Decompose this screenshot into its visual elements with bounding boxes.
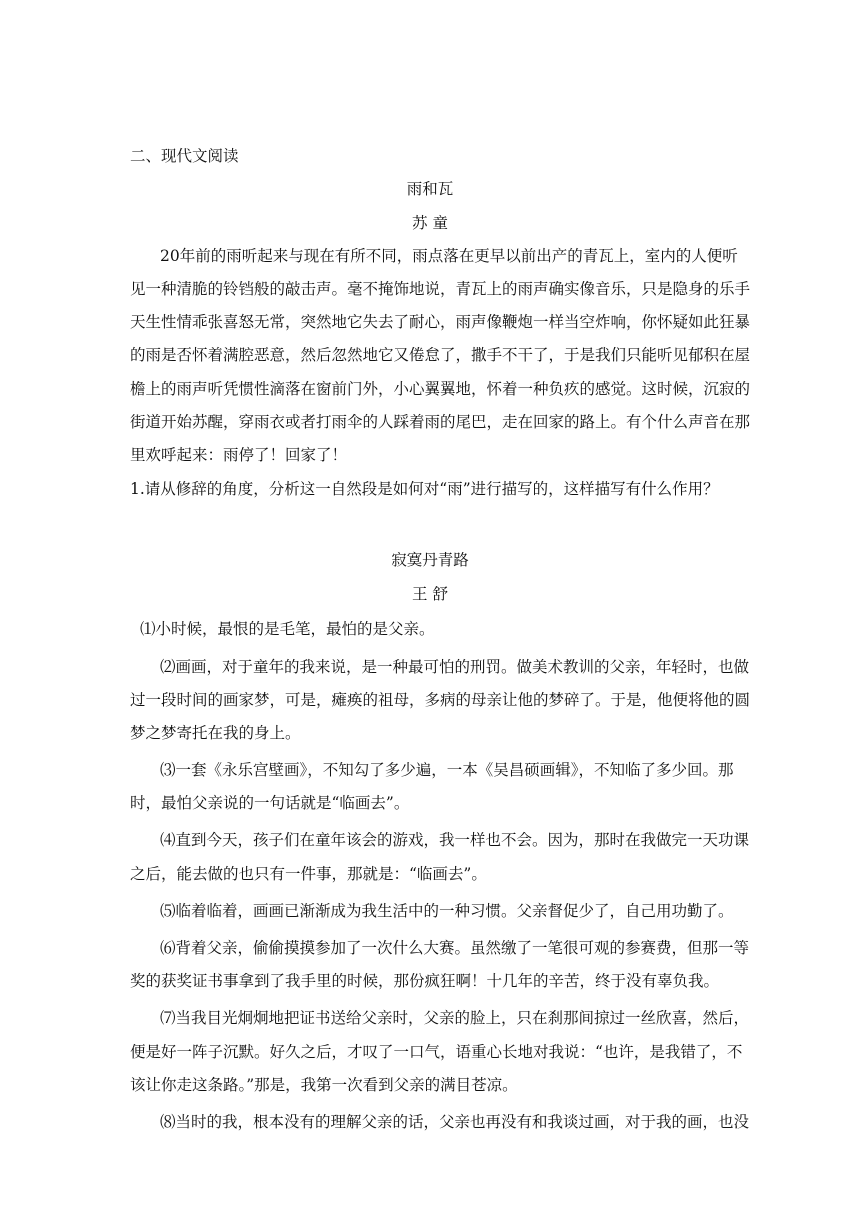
paragraph-7-line: ⑺当我目光炯炯地把证书送给父亲时，父亲的脸上，只在刹那间掠过一丝欣喜，然后， — [160, 1009, 750, 1027]
passage1-line: 的雨是否怀着满腔恶意，然后忽然地它又倦怠了，撒手不干了，于是我们只能听见郁积在屋 — [130, 346, 751, 364]
paragraph-2-line: 梦之梦寄托在我的身上。 — [130, 724, 301, 742]
passage1-line: 见一种清脆的铃铛般的敲击声。毫不掩饰地说，青瓦上的雨声确实像音乐，只是隐身的乐手 — [130, 280, 751, 298]
paragraph-5: ⑸临着临着，画画已渐渐成为我生活中的一种习惯。父亲督促少了，自己用功勤了。 — [160, 902, 734, 920]
paragraph-7-line: 便是好一阵子沉默。好久之后，才叹了一口气，语重心长地对我说：“也许，是我错了，不 — [130, 1043, 743, 1061]
paragraph-2-line: 过一段时间的画家梦，可是，瘫痪的祖母，多病的母亲让他的梦碎了。于是，他便将他的圆 — [130, 691, 751, 709]
paragraph-4-line: ⑷直到今天，孩子们在童年该会的游戏，我一样也不会。因为，那时在我做完一天功课 — [160, 831, 750, 849]
passage1-line: 檐上的雨声听凭惯性滴落在窗前门外，小心翼翼地，怀着一种负疚的感觉。这时候，沉寂的 — [130, 380, 751, 398]
passage1-line: 里欢呼起来：雨停了！回家了！ — [130, 446, 348, 464]
paragraph-7-line: 该让你走这条路。”那是，我第一次看到父亲的满目苍凉。 — [130, 1076, 518, 1094]
passage2-author: 王 舒 — [412, 585, 448, 603]
section-heading: 二、现代文阅读 — [130, 147, 239, 165]
passage1-author: 苏 童 — [412, 214, 448, 232]
question-1: 1.请从修辞的角度，分析这一自然段是如何对“雨”进行描写的，这样描写有什么作用？ — [130, 480, 719, 498]
paragraph-1: ⑴小时候，最恨的是毛笔，最怕的是父亲。 — [140, 620, 435, 638]
passage1-line: 街道开始苏醒，穿雨衣或者打雨伞的人踩着雨的尾巴，走在回家的路上。有个什么声音在那 — [130, 413, 751, 431]
passage1-line: 20年前的雨听起来与现在有所不同，雨点落在更早以前出产的青瓦上，室内的人便听 — [160, 247, 738, 265]
passage1-title: 雨和瓦 — [406, 180, 454, 198]
paragraph-6-line: 奖的获奖证书事拿到了我手里的时候，那份疯狂啊！十几年的辛苦，终于没有辜负我。 — [130, 972, 720, 990]
passage1-line: 天生性情乖张喜怒无常，突然地它失去了耐心，雨声像鞭炮一样当空炸响，你怀疑如此狂暴 — [130, 313, 751, 331]
paragraph-4-line: 之后，能去做的也只有一件事，那就是：“临画去”。 — [130, 865, 487, 883]
passage2-title: 寂寞丹青路 — [391, 551, 469, 569]
paragraph-3-line: 时，最怕父亲说的一句话就是“临画去”。 — [130, 794, 410, 812]
paragraph-8-line: ⑻当时的我，根本没有的理解父亲的话，父亲也再没有和我谈过画，对于我的画，也没 — [160, 1113, 750, 1131]
paragraph-6-line: ⑹背着父亲，偷偷摸摸参加了一次什么大赛。虽然缴了一笔很可观的参赛费，但那一等 — [160, 939, 750, 957]
paragraph-2-line: ⑵画画，对于童年的我来说，是一种最可怕的刑罚。做美术教训的父亲，年轻时，也做 — [160, 658, 750, 676]
paragraph-3-line: ⑶一套《永乐宫壁画》，不知勾了多少遍，一本《吴昌硕画辑》，不知临了多少回。那 — [160, 761, 734, 779]
